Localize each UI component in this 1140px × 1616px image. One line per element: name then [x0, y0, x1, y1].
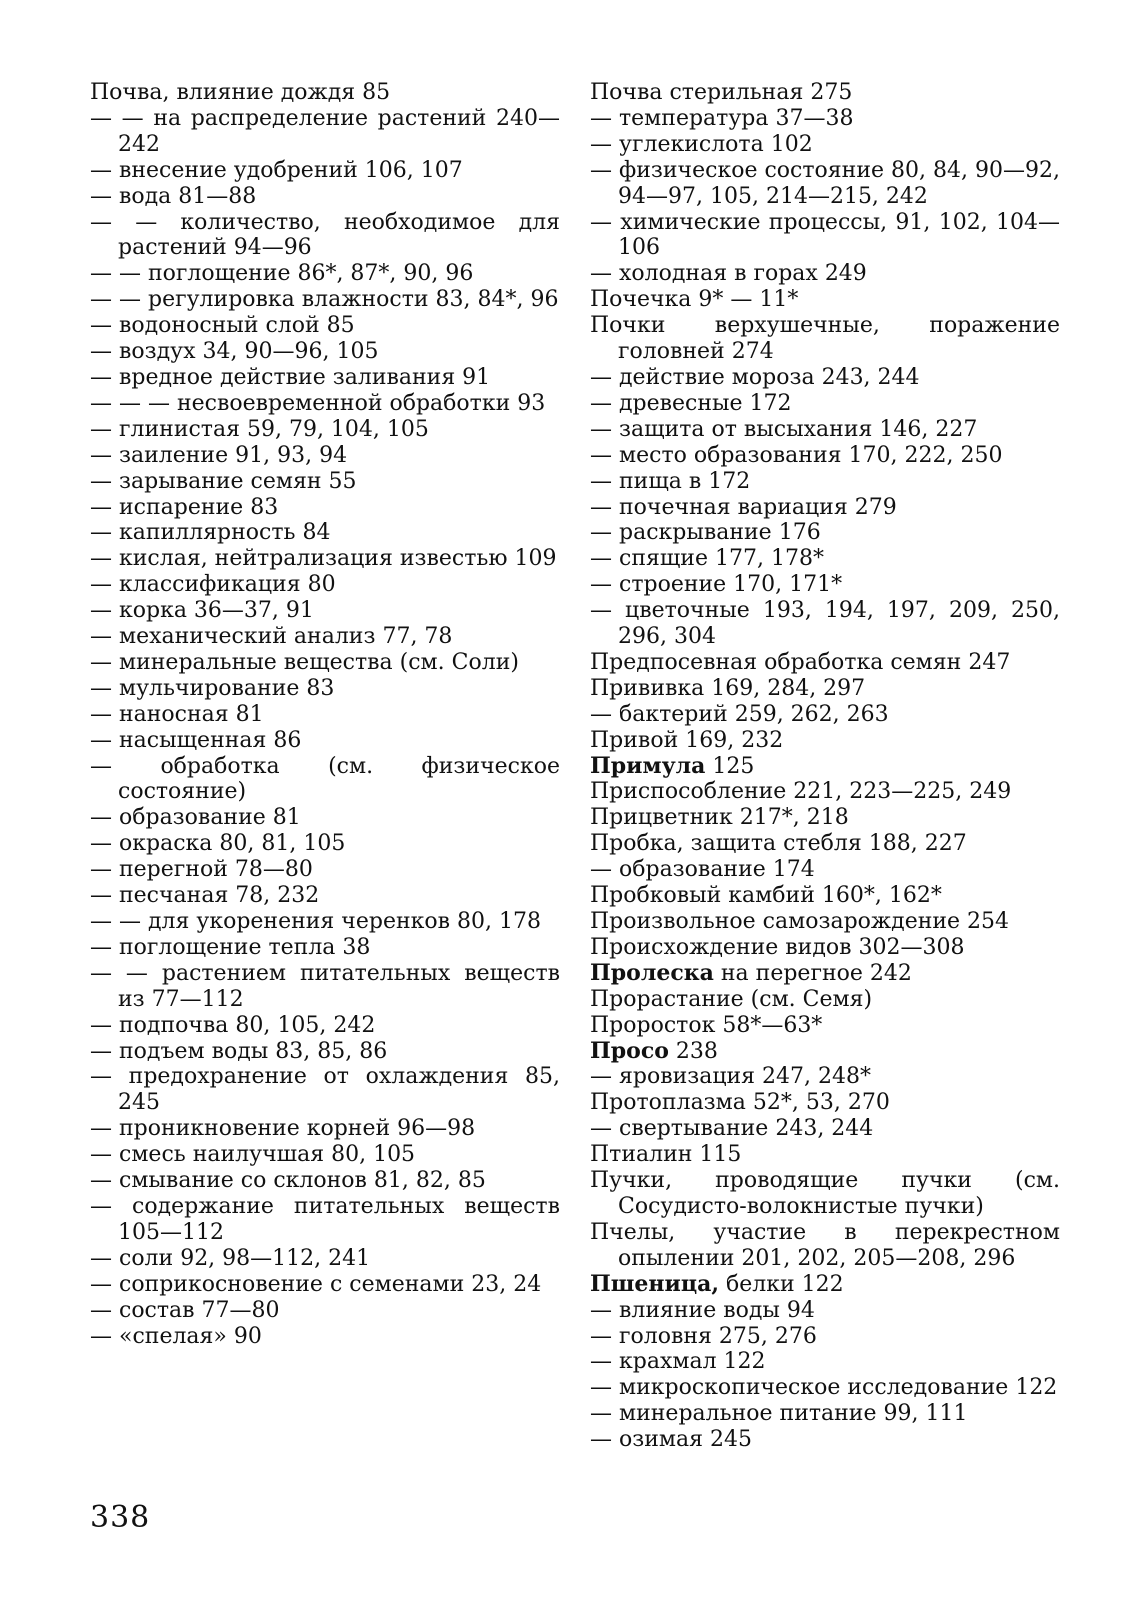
- index-entry-text: — смывание со склонов 81, 82, 85: [90, 1168, 486, 1194]
- index-entry-text: — насыщенная 86: [90, 727, 302, 753]
- index-entry: [90, 728, 560, 754]
- index-entry: [590, 80, 1060, 106]
- index-entry: [90, 1298, 560, 1324]
- index-entry-text: белки 122: [719, 1271, 844, 1297]
- index-entry: [590, 365, 1060, 391]
- index-entry: [590, 520, 1060, 546]
- index-entry: [590, 1142, 1060, 1168]
- index-entry-text: — соли 92, 98—112, 241: [90, 1245, 371, 1271]
- index-entry: [90, 754, 560, 806]
- index-entry-text: — смесь наилучшая 80, 105: [90, 1142, 416, 1168]
- index-entry: [590, 287, 1060, 313]
- index-entry: [90, 261, 560, 287]
- index-entry-text: — механический анализ 77, 78: [90, 624, 453, 650]
- index-entry: [590, 261, 1060, 287]
- index-entry: [90, 520, 560, 546]
- index-entry-text: — «спелая» 90: [90, 1323, 262, 1349]
- index-entry: [590, 1013, 1060, 1039]
- index-entry-text: — температура 37—38: [590, 105, 854, 131]
- index-entry-text: — минеральное питание 99, 111: [590, 1401, 968, 1427]
- index-entry-text: — — поглощение 86*, 87*, 90, 96: [90, 261, 474, 287]
- index-entry-text: — песчаная 78, 232: [90, 883, 320, 909]
- index-entry: [590, 546, 1060, 572]
- index-entry-text: — содержание питательных веществ 105—112: [90, 1193, 560, 1245]
- index-entry-text: — минеральные вещества (см. Соли): [90, 649, 519, 675]
- index-entry: [90, 1142, 560, 1168]
- index-entry: [590, 728, 1060, 754]
- index-entry-text: — образование 81: [90, 805, 301, 831]
- index-entry-text: — физическое состояние 80, 84, 90—92, 94—97, 105, 214—215, 242: [590, 157, 1060, 209]
- index-entry: [590, 495, 1060, 521]
- index-entry: [90, 1013, 560, 1039]
- index-entry: [90, 805, 560, 831]
- index-entry-text: — — количество, необходимое для растений 94—96: [90, 209, 560, 261]
- index-entry-text: — действие мороза 243, 244: [590, 364, 920, 390]
- index-entry: [590, 754, 1060, 780]
- index-column-right: [590, 80, 1060, 1453]
- index-entry-text: Почечка 9* — 11*: [590, 287, 799, 313]
- index-entry-text: — мульчирование 83: [90, 675, 335, 701]
- index-entry-text: Проросток 58*—63*: [590, 1012, 823, 1038]
- index-entry-text: Происхождение видов 302—308: [590, 934, 965, 960]
- index-entry-text: Пчелы, участие в перекрестном опылении 201, 202, 205—208, 296: [590, 1219, 1060, 1271]
- index-entry: [90, 546, 560, 572]
- index-entry: [90, 676, 560, 702]
- index-entry: [90, 1324, 560, 1350]
- index-entry: [590, 1401, 1060, 1427]
- index-entry-text: — цветочные 193, 194, 197, 209, 250, 296, 304: [590, 598, 1060, 650]
- index-entry-text: — соприкосновение с семенами 23, 24: [90, 1271, 542, 1297]
- index-entry: [590, 313, 1060, 365]
- index-entry-text: — пища в 172: [590, 468, 751, 494]
- index-entry-text: — проникновение корней 96—98: [90, 1116, 476, 1142]
- index-entry-text: Пучки, проводящие пучки (см. Сосудисто-волокнистые пучки): [590, 1168, 1060, 1219]
- index-entry-text: — наносная 81: [90, 701, 264, 727]
- index-entry: [590, 909, 1060, 935]
- index-entry: [590, 1349, 1060, 1375]
- index-entry: [90, 857, 560, 883]
- index-entry-text: — головня 275, 276: [590, 1323, 817, 1349]
- index-entry: [590, 935, 1060, 961]
- index-entry: [90, 495, 560, 521]
- index-entry-text: — капиллярность 84: [90, 520, 331, 546]
- index-entry-text: — кислая, нейтрализация известью 109: [90, 546, 557, 572]
- index-entry-text: — испарение 83: [90, 494, 279, 520]
- index-entry: [90, 1064, 560, 1116]
- index-entry: [90, 106, 560, 158]
- index-entry: [90, 961, 560, 1013]
- index-entry: [90, 1194, 560, 1246]
- index-entry-text: — влияние воды 94: [590, 1297, 815, 1323]
- index-entry: [590, 779, 1060, 805]
- index-entry-text: — классификация 80: [90, 572, 336, 598]
- index-entry-text: — обработка (см. физическое состояние): [90, 753, 560, 805]
- index-entry: [90, 831, 560, 857]
- index-entry-text: 238: [668, 1038, 718, 1064]
- index-entry: [590, 650, 1060, 676]
- index-entry: [90, 650, 560, 676]
- index-entry: [90, 80, 560, 106]
- index-entry-text: Пробка, защита стебля 188, 227: [590, 831, 967, 857]
- index-entry: [590, 210, 1060, 262]
- index-entry-text: — вода 81—88: [90, 183, 257, 209]
- index-entry-heading: Пролеска: [590, 959, 714, 986]
- index-entry: [590, 106, 1060, 132]
- index-entry: [590, 1375, 1060, 1401]
- index-entry-text: — заиление 91, 93, 94: [90, 442, 348, 468]
- index-entry: [90, 1116, 560, 1142]
- index-entry: [590, 1298, 1060, 1324]
- index-entry-text: — бактерий 259, 262, 263: [590, 701, 889, 727]
- index-entry: [590, 158, 1060, 210]
- index-entry-text: — — на распределение растений 240—242: [90, 105, 560, 157]
- index-entry: [90, 287, 560, 313]
- index-entry: [90, 1168, 560, 1194]
- index-entry-heading: Примула: [590, 752, 706, 779]
- index-entry-text: Почва стерильная 275: [590, 80, 853, 105]
- index-entry-text: — перегной 78—80: [90, 857, 313, 883]
- index-entry-text: — окраска 80, 81, 105: [90, 831, 346, 857]
- index-entry: [90, 1246, 560, 1272]
- index-entry-text: Протоплазма 52*, 53, 270: [590, 1090, 890, 1116]
- index-entry-text: Прицветник 217*, 218: [590, 805, 849, 831]
- index-entry: [90, 624, 560, 650]
- index-entry-text: — — регулировка влажности 83, 84*, 96: [90, 287, 559, 313]
- index-entry: [590, 1090, 1060, 1116]
- index-entry: [590, 805, 1060, 831]
- index-entry: [590, 857, 1060, 883]
- index-entry: [590, 1324, 1060, 1350]
- index-entry-text: — водоносный слой 85: [90, 313, 355, 339]
- index-entry: [590, 391, 1060, 417]
- index-entry-text: Прививка 169, 284, 297: [590, 675, 866, 701]
- index-entry: [90, 883, 560, 909]
- index-entry: [590, 417, 1060, 443]
- index-entry: [90, 210, 560, 262]
- index-entry-heading: Пшеница,: [590, 1270, 720, 1297]
- index-entry-text: Привой 169, 232: [590, 727, 784, 753]
- index-entry: [90, 909, 560, 935]
- index-entry-text: — — растением питательных веществ из 77—112: [90, 960, 560, 1012]
- index-entry-text: — — — несвоевременной обработки 93: [90, 390, 546, 416]
- index-entry: [590, 883, 1060, 909]
- index-entry-text: — зарывание семян 55: [90, 468, 357, 494]
- index-entry: [90, 598, 560, 624]
- index-entry-text: Почва, влияние дождя 85: [90, 80, 391, 105]
- index-entry: [90, 184, 560, 210]
- index-entry-text: — — для укоренения черенков 80, 178: [90, 909, 541, 934]
- index-entry: [90, 339, 560, 365]
- index-entry: [590, 961, 1060, 987]
- index-entry-text: — состав 77—80: [90, 1297, 280, 1323]
- index-entry: [590, 831, 1060, 857]
- index-entry-text: — микроскопическое исследование 122: [590, 1375, 1058, 1401]
- index-entry-text: — свертывание 243, 244: [590, 1116, 874, 1142]
- index-entry-text: — яровизация 247, 248*: [590, 1064, 872, 1090]
- index-entry-text: — корка 36—37, 91: [90, 598, 314, 624]
- index-entry-text: — углекислота 102: [590, 131, 813, 157]
- index-entry-text: Пробковый камбий 160*, 162*: [590, 883, 942, 909]
- index-entry: [590, 443, 1060, 469]
- index-entry: [90, 935, 560, 961]
- index-entry: [590, 598, 1060, 650]
- index-entry-text: Произвольное самозарождение 254: [590, 909, 1010, 934]
- index-entry-text: — раскрывание 176: [590, 520, 821, 546]
- index-entry-text: — образование 174: [590, 857, 815, 883]
- index-entry: [90, 1039, 560, 1065]
- index-entry: [90, 469, 560, 495]
- index-entry-text: 125: [705, 753, 755, 779]
- index-entry: [590, 676, 1060, 702]
- index-entry: [590, 1427, 1060, 1453]
- index-entry: [590, 1064, 1060, 1090]
- index-entry: [90, 365, 560, 391]
- index-entry: [590, 702, 1060, 728]
- index-entry-text: — подъем воды 83, 85, 86: [90, 1038, 388, 1064]
- index-entry: [590, 132, 1060, 158]
- index-entry-heading: Просо: [590, 1037, 669, 1064]
- index-entry: [590, 1168, 1060, 1220]
- index-entry-text: Почки верхушечные, поражение головней 274: [590, 313, 1060, 365]
- index-entry-text: — спящие 177, 178*: [590, 546, 824, 572]
- index-entry-text: — химические процессы, 91, 102, 104—106: [590, 209, 1060, 261]
- index-entry: [90, 391, 560, 417]
- index-entry: [90, 417, 560, 443]
- index-entry-text: — поглощение тепла 38: [90, 934, 371, 960]
- index-entry-text: — воздух 34, 90—96, 105: [90, 339, 379, 365]
- index-entry-text: Приспособление 221, 223—225, 249: [590, 779, 1012, 805]
- page-number: 338: [90, 1500, 151, 1535]
- index-entry-text: на перегное 242: [713, 960, 912, 986]
- index-entry-text: — подпочва 80, 105, 242: [90, 1012, 376, 1038]
- index-entry: [590, 469, 1060, 495]
- index-entry: [90, 1272, 560, 1298]
- index-entry: [590, 1272, 1060, 1298]
- index-entry-text: — предохранение от охлаждения 85, 245: [90, 1064, 560, 1116]
- index-entry-text: — почечная вариация 279: [590, 494, 897, 520]
- index-entry: [90, 572, 560, 598]
- index-entry-text: — вредное действие заливания 91: [90, 364, 491, 390]
- index-entry-text: Прорастание (см. Семя): [590, 986, 873, 1012]
- index-entry-text: — место образования 170, 222, 250: [590, 442, 1003, 468]
- index-entry: [90, 702, 560, 728]
- index-entry: [590, 1039, 1060, 1065]
- index-entry: [590, 1116, 1060, 1142]
- index-entry-text: — строение 170, 171*: [590, 572, 843, 598]
- index-entry-text: — внесение удобрений 106, 107: [90, 157, 463, 183]
- index-entry: [590, 572, 1060, 598]
- index-entry-text: Предпосевная обработка семян 247: [590, 649, 1011, 675]
- index-column-left: [90, 80, 560, 1349]
- index-entry: [90, 443, 560, 469]
- index-entry: [90, 313, 560, 339]
- index-entry-text: — крахмал 122: [590, 1349, 766, 1375]
- index-entry-text: — глинистая 59, 79, 104, 105: [90, 416, 429, 442]
- index-entry-text: — озимая 245: [590, 1427, 752, 1453]
- index-entry-text: — защита от высыхания 146, 227: [590, 416, 978, 442]
- index-entry-text: — холодная в горах 249: [590, 261, 867, 287]
- index-entry-text: Птиалин 115: [590, 1142, 742, 1168]
- index-entry-text: — древесные 172: [590, 390, 792, 416]
- index-entry: [590, 1220, 1060, 1272]
- index-entry: [590, 987, 1060, 1013]
- index-entry: [90, 158, 560, 184]
